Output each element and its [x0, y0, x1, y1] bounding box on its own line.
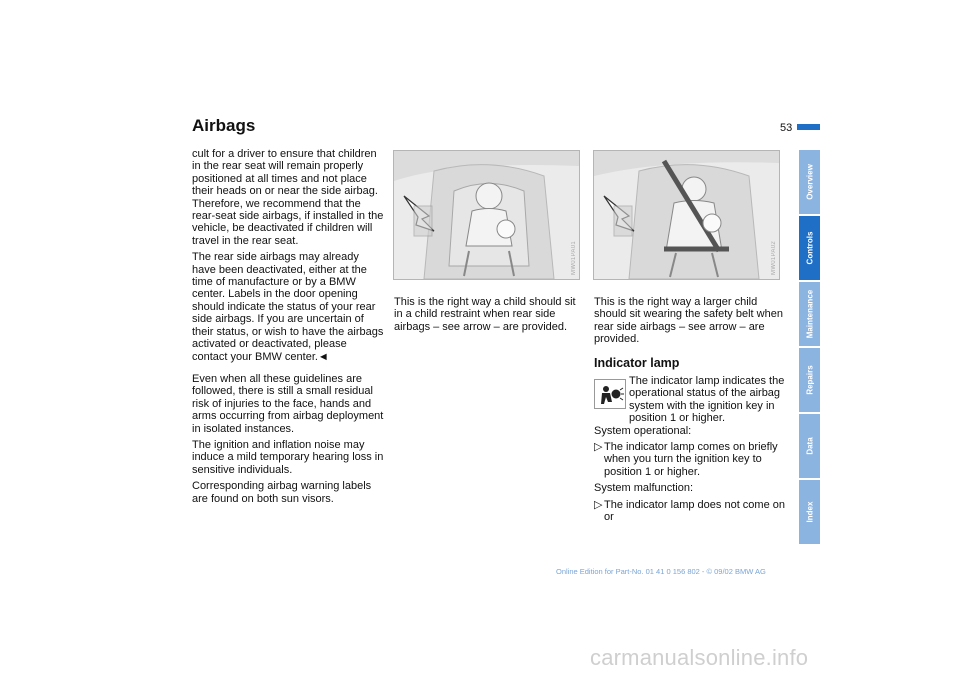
footer-edition: Online Edition for Part-No. 01 41 0 156 802 - © 09/02 BMW AG — [556, 567, 766, 576]
figure-caption: This is the right way a larger child should sit wearing the safety belt when rear side airbags – see arrow – are provided. — [594, 296, 783, 346]
figure-larger-child — [593, 150, 780, 280]
tab-index[interactable]: Index — [799, 480, 820, 544]
figure-code: MW01PA02 — [771, 241, 777, 275]
tab-data[interactable]: Data — [799, 414, 820, 478]
indicator-description — [594, 375, 788, 425]
figure-child-restraint — [393, 150, 580, 280]
text-column-left — [192, 148, 384, 509]
paragraph: The rear side airbags may already have been deactivated, either at the time of manufacture or by a BMW center. Labels in the door opening should indicate the status of your rear side airbags. If you are uncertain of their status, or wish to have the airbags activated or deactivated, please contact your BMW center.◄ — [192, 251, 384, 363]
status-label: System operational: — [594, 424, 692, 437]
illustration-belted-child — [594, 151, 779, 279]
tab-controls[interactable]: Controls — [799, 216, 820, 280]
airbag-warning-icon — [594, 379, 626, 409]
figure-code: MW01PA01 — [571, 241, 577, 275]
site-watermark[interactable]: carmanualsonline.info — [590, 645, 809, 670]
bullet-icon: ▷ — [594, 441, 603, 454]
paragraph: The ignition and inflation noise may induce a mild temporary hearing loss in sensitive individuals. — [192, 438, 384, 476]
list-item: ▷ The indicator lamp does not come on or — [594, 498, 785, 524]
chapter-tabs — [799, 150, 820, 546]
page-title: Airbags — [192, 116, 256, 135]
text-column-middle — [394, 296, 584, 337]
tab-overview[interactable]: Overview — [799, 150, 820, 214]
paragraph: Even when all these guidelines are followed, there is still a small residual risk of injuries to the face, hands and arms occurring from airbag deployment in isolated instances. — [192, 372, 384, 435]
text-column-right — [594, 296, 788, 528]
tab-repairs[interactable]: Repairs — [799, 348, 820, 412]
list-item: ▷ The indicator lamp comes on briefly when you turn the ignition key to position 1 or higher. — [594, 441, 778, 478]
indicator-intro: The indicator lamp indicates the operational status of the airbag system with the ignition key in position 1 or higher. — [629, 375, 785, 425]
bullet-icon: ▷ — [594, 498, 603, 511]
page-number-bar — [797, 124, 820, 130]
paragraph: cult for a driver to ensure that children in the rear seat will remain properly positioned at all times and not place their heads on or near the side airbag. Therefore, we recommend that the rear-seat side airbags, if installed in the vehicle, be deactivated if children will travel in the rear seat. — [192, 148, 384, 247]
status-label: System malfunction: — [594, 482, 694, 495]
section-heading: Indicator lamp — [594, 355, 680, 370]
figure-caption: This is the right way a child should sit in a child restraint when rear side airbags – see arrow – are provided. — [394, 296, 576, 333]
paragraph: Corresponding airbag warning labels are found on both sun visors. — [192, 480, 372, 505]
tab-maintenance[interactable]: Maintenance — [799, 282, 820, 346]
illustration-child-seat — [394, 151, 579, 279]
page-number: 53 — [780, 122, 793, 134]
